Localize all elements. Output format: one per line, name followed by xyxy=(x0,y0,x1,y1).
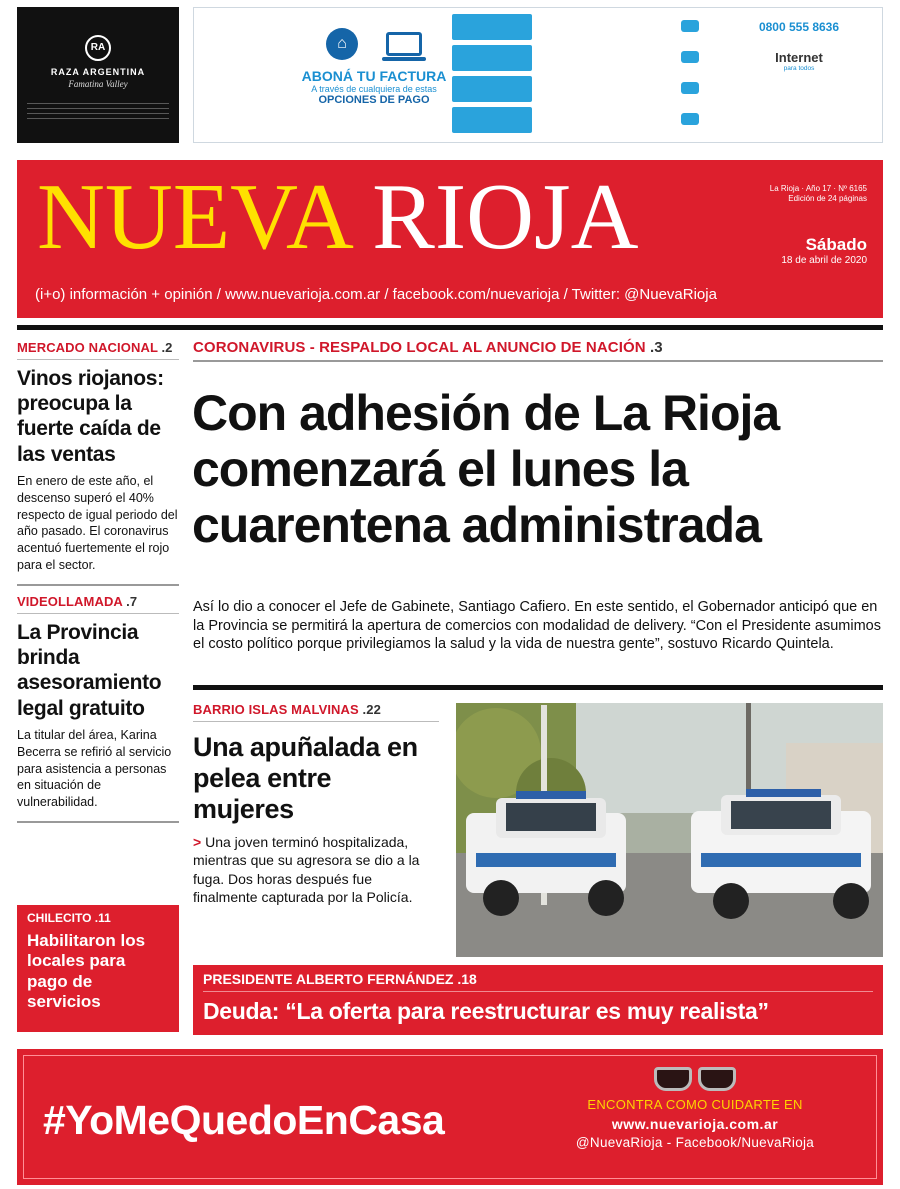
payment-note xyxy=(539,45,719,71)
page-number: .7 xyxy=(126,594,138,609)
section-label xyxy=(17,340,179,360)
divider xyxy=(193,685,883,690)
police-trucks-photo[interactable] xyxy=(456,703,883,957)
payment-advertisement[interactable] xyxy=(193,7,883,143)
payment-note xyxy=(539,76,719,102)
story-summary: En enero de este año, el descenso superó el 40% respecto de igual periodo del año pasado. El coronavirus acentuó fuertemente el rojo para el sector. xyxy=(17,473,178,573)
section-name: MERCADO NACIONAL xyxy=(17,340,158,355)
debt-story[interactable] xyxy=(193,965,883,1035)
story-headline[interactable]: Vinos riojanos: preocupa la fuerte caída de las ventas xyxy=(17,367,164,466)
brand-name: RAZA ARGENTINA xyxy=(50,67,146,77)
payment-method-list xyxy=(452,14,532,138)
house-icon: ⌂ xyxy=(326,28,358,60)
brand-advertisement[interactable] xyxy=(17,7,179,143)
campaign-hashtag: #YoMeQuedoEnCasa xyxy=(43,1097,445,1143)
edition-pages: Edición de 24 páginas xyxy=(788,194,867,204)
section-label xyxy=(17,594,179,614)
arrow-icon: > xyxy=(193,834,202,851)
main-summary: Así lo dio a conocer el Jefe de Gabinete, Santiago Cafiero. En este sentido, el Gobernador anticipó que en la Provincia se permitirá la apertura de comercios con modalidad de delivery. “Con el Presidente asumimos el costo político porque privilegiamos la salud y la vida de nuestra gente”, sostuvo Ricardo Quintela. xyxy=(193,599,881,653)
internet-tagline: para todos xyxy=(783,65,815,72)
issue-number: La Rioja · Año 17 · Nº 6165 xyxy=(769,184,867,193)
title-word-rioja: RIOJA xyxy=(372,165,639,269)
main-headline[interactable]: Con adhesión de La Rioja comenzará el lunes la cuarentena administrada xyxy=(192,385,780,553)
campaign-website[interactable]: www.nuevarioja.com.ar xyxy=(611,1116,779,1132)
section-label xyxy=(193,702,439,722)
left-story-wine[interactable] xyxy=(17,340,179,586)
stabbing-story[interactable] xyxy=(193,702,439,906)
masthead-tagline[interactable]: (i+o) información + opinión / www.nuevarioja.com.ar / facebook.com/nuevarioja / Twitter: @NuevaRioja xyxy=(35,286,717,303)
payment-method-block xyxy=(452,107,532,133)
main-section-label xyxy=(193,339,883,362)
stay-home-campaign[interactable] xyxy=(17,1049,883,1185)
story-headline[interactable]: La Provincia brinda asesoramiento legal gratuito xyxy=(17,621,162,720)
campaign-contact xyxy=(525,1067,865,1150)
page-number: .3 xyxy=(649,339,663,356)
payment-notes xyxy=(539,14,719,138)
left-column xyxy=(17,340,179,831)
masthead xyxy=(17,160,883,318)
story-headline[interactable]: Una apuñalada en pelea entre mujeres xyxy=(193,732,418,825)
section-name: VIDEOLLAMADA xyxy=(17,594,123,609)
story-headline[interactable]: Habilitaron los locales para pago de servicios xyxy=(27,931,146,1012)
payment-phone: 0800 555 8636 xyxy=(758,20,840,34)
brand-logo: RA xyxy=(85,35,111,61)
section-name: BARRIO ISLAS MALVINAS xyxy=(193,702,359,717)
payment-title: ABONÁ TU FACTURA xyxy=(301,68,447,84)
payment-options: OPCIONES DE PAGO xyxy=(318,94,430,106)
payment-subtitle: A través de cualquiera de estas xyxy=(311,84,437,94)
payment-method-block xyxy=(452,14,532,40)
issue-info xyxy=(770,184,867,266)
chilecito-story[interactable] xyxy=(17,905,179,1032)
glasses-lens xyxy=(654,1067,692,1091)
brand-signature: Famatina Valley xyxy=(68,79,128,89)
page-number: .2 xyxy=(161,340,173,355)
issue-day: Sábado xyxy=(805,234,867,254)
story-headline[interactable]: Deuda: “La oferta para reestructurar es muy realista” xyxy=(203,998,769,1024)
laptop-icon xyxy=(386,32,422,56)
story-summary-text: Una joven terminó hospitalizada, mientras que su agresora se dio a la fuga. Dos horas después fue finalmente capturada por la Policía. xyxy=(193,834,420,905)
internet-logo: Internet xyxy=(775,50,823,65)
issue-date: 18 de abril de 2020 xyxy=(781,254,867,266)
title-word-nueva: NUEVA xyxy=(37,165,349,269)
brand-fine-print xyxy=(27,103,169,123)
campaign-cta: ENCONTRA COMO CUIDARTE EN xyxy=(587,1097,803,1112)
divider xyxy=(17,325,883,330)
payment-note xyxy=(539,14,719,40)
page-number: .22 xyxy=(362,702,381,717)
story-summary xyxy=(193,833,439,906)
story-summary: La titular del área, Karina Becerra se refirió al servicio para asistencia a personas en situación de vulnerabilidad. xyxy=(17,727,172,810)
payment-note xyxy=(539,107,719,133)
campaign-social[interactable]: @NuevaRioja - Facebook/NuevaRioja xyxy=(575,1135,815,1150)
section-name: CORONAVIRUS - RESPALDO LOCAL AL ANUNCIO DE NACIÓN xyxy=(193,339,646,356)
payment-method-block xyxy=(452,76,532,102)
glasses-lens xyxy=(698,1067,736,1091)
section-label: PRESIDENTE ALBERTO FERNÁNDEZ .18 xyxy=(203,971,873,992)
payment-method-block xyxy=(452,45,532,71)
section-label: CHILECITO .11 xyxy=(27,911,111,925)
glasses-icon xyxy=(654,1067,736,1091)
newspaper-title[interactable] xyxy=(37,165,639,269)
left-story-legal[interactable] xyxy=(17,594,179,823)
